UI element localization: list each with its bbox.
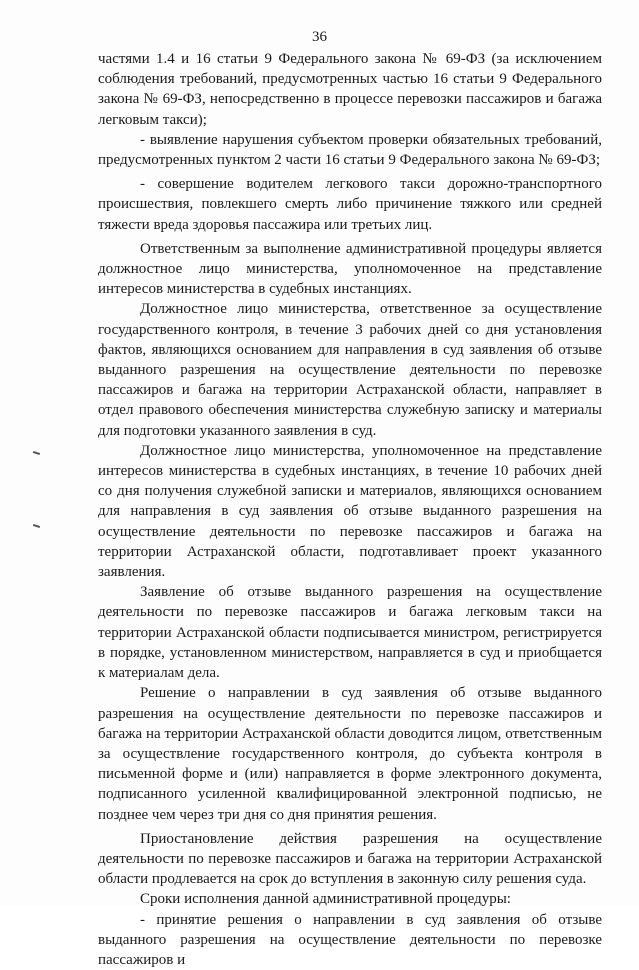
- paragraph-continuation: частями 1.4 и 16 статьи 9 Федерального закона № 69-ФЗ (за исключением соблюдения требований, предусмотренных частью 16 статьи 9 Федерального закона № 69-ФЗ, непосредственно в процессе перевозки пассажиров и багажа легковым такси);: [98, 51, 602, 128]
- paragraph: Должностное лицо министерства, уполномоченное на представление интересов министерства в судебных инстанциях, в течение 10 рабочих дней со дня получения служебной записки и материалов, являющихся основанием для направления в суд заявления об отзыве выданного разрешения на осуществление деятельности по перевозке пассажиров и багажа на территории Астраханской области, подготавливает проект указанного заявления.: [98, 442, 602, 581]
- paragraph: Должностное лицо министерства, ответственное за осуществление государственного контроля, в течение 3 рабочих дней со дня установления фактов, являющихся основанием для направления в суд заявления об отзыве выданного разрешения на осуществление деятельности по перевозке пассажиров и багажа на территории Астраханской области, направляет в отдел правового обеспечения министерства служебную записку и материалы для подготовки указанного заявления в суд.: [98, 301, 602, 439]
- paragraph-list-item: - принятие решения о направлении в суд заявления об отзыве выданного разрешения на осуществление деятельности по перевозке пассажиров и: [98, 911, 602, 968]
- scan-mark: [33, 451, 40, 455]
- paragraph-list-item: - выявление нарушения субъектом проверки обязательных требований, предусмотренных пунктом 2 части 16 статьи 9 Федерального закона № 69-ФЗ;: [98, 131, 602, 169]
- paragraph: Сроки исполнения данной административной процедуры:: [140, 891, 511, 908]
- paragraph: Ответственным за выполнение административной процедуры является должностное лицо министерства, уполномоченное на представление интересов министерства в судебных инстанциях.: [98, 240, 602, 298]
- paragraph: Заявление об отзыве выданного разрешения на осуществление деятельности по перевозке пассажиров и багажа легковым такси на территории Астраханской области подписывается министром, регистрируется в порядке, установленном министерством, направляется в суд и приобщается к материалам дела.: [98, 584, 602, 682]
- scan-mark: [33, 524, 40, 528]
- paragraph-list-item: - совершение водителем легкового такси дорожно-транспортного происшествия, повлекшего смерть либо причинение тяжкого или средней тяжести вреда здоровья пассажира или третьих лиц.: [98, 176, 602, 233]
- paragraph: Решение о направлении в суд заявления об отзыве выданного разрешения на осуществление деятельности по перевозке пассажиров и багажа на территории Астраханской области доводится лицом, ответственным за осуществление государственного контроля, до субъекта контроля в письменной форме и (или) направляется в форме электронного документа, подписанного усиленной квалифицированной электронной подписью, не позднее чем через три дня со дня принятия решения.: [98, 685, 602, 823]
- page-number: 36: [312, 29, 327, 45]
- paragraph: Приостановление действия разрешения на осуществление деятельности по перевозке пассажиров и багажа на территории Астраханской области продлевается на срок до вступления в законную силу решения суда.: [98, 830, 602, 888]
- document-body: [98, 49, 602, 970]
